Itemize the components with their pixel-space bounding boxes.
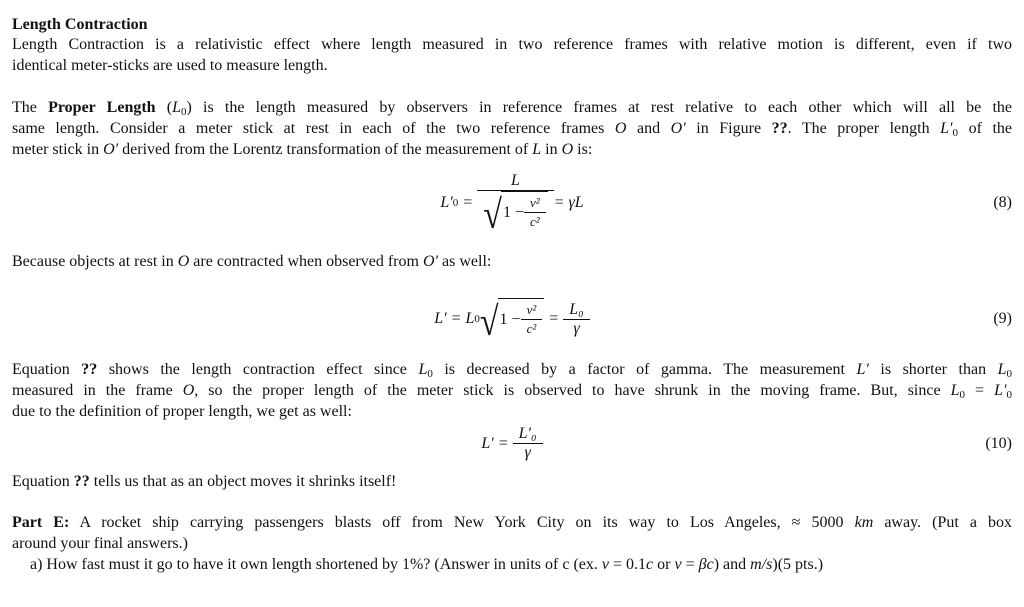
text-span: Length Contraction is a relativistic effect where length measured in two reference frames with relative motion is different, even if two: [12, 36, 1012, 53]
text-span: . The proper length: [787, 120, 941, 137]
math-text: 0: [1006, 368, 1013, 380]
math-text: O′: [103, 141, 119, 158]
math-text: L: [950, 382, 960, 399]
math-text: L: [997, 361, 1007, 378]
math-text: 0: [181, 106, 187, 118]
sqrt-symbol: √: [483, 193, 502, 238]
math-text: L: [532, 141, 542, 158]
text-span: ) and: [713, 556, 751, 573]
text-span: )(5 pts.): [772, 556, 824, 573]
bold-text: ??: [81, 361, 98, 378]
equation-8: [0, 172, 1024, 238]
math-text: v: [601, 556, 609, 573]
text-line: [12, 402, 1012, 422]
equation-number: (9): [993, 310, 1012, 327]
math-text: L′: [856, 361, 869, 378]
text-span: ) is the length measured by observers in reference frames at rest relative to each other which will all be the: [186, 99, 1013, 116]
text-line: [12, 534, 1012, 554]
eq8-c2: c²: [529, 214, 540, 229]
math-text: 0: [1006, 389, 1012, 401]
section-title: Length Contraction: [12, 16, 148, 33]
text-span: (: [155, 99, 173, 116]
text-span: and: [626, 120, 671, 137]
text-span: of the: [958, 120, 1013, 137]
eq9-v2: v²: [521, 301, 543, 320]
text-span: around your final answers.): [12, 535, 188, 552]
text-span: is:: [573, 141, 593, 158]
math-text: km: [854, 514, 874, 531]
eq8-one-minus: 1 −: [502, 203, 524, 221]
eq8-fraction: [480, 172, 550, 238]
bold-text: Proper Length: [48, 99, 156, 116]
sqrt-symbol: √: [479, 300, 499, 345]
eq9-sub: 0: [474, 313, 480, 325]
math-text: βc: [698, 556, 714, 573]
text-span: is shorter than: [868, 361, 998, 378]
eq8-denominator: [480, 191, 550, 238]
text-span: derived from the Lorentz transformation of the measurement of: [118, 141, 533, 158]
equation-number: (8): [993, 193, 1012, 211]
eq8-lhs: L′: [440, 193, 453, 211]
math-text: O: [614, 120, 627, 137]
text-span: The: [12, 99, 49, 116]
text-span: = 0.1: [609, 556, 647, 573]
equation-number: (10): [985, 434, 1012, 452]
equation-10: [0, 425, 1024, 462]
eq9-equals: =: [549, 310, 559, 327]
text-span: identical meter-sticks are used to measure length.: [12, 57, 328, 74]
eq8-equals: =: [463, 193, 473, 211]
text-span: away. (Put a box: [873, 514, 1013, 531]
text-line: [12, 56, 1012, 76]
text-span: in Figure: [685, 120, 772, 137]
eq10-lhs: L′ =: [481, 434, 509, 452]
math-text: O: [177, 253, 190, 270]
math-text: O′: [422, 253, 439, 270]
math-text: v: [674, 556, 682, 573]
text-line: [12, 140, 1012, 160]
math-text: O: [182, 382, 195, 399]
text-span: , so the proper length of the meter stick is observed to have shrunk in the moving frame. But, since: [194, 382, 951, 399]
text-span: shows the length contraction effect since: [97, 361, 419, 378]
bold-text: ??: [771, 120, 788, 137]
text-span: A rocket ship carrying passengers blasts off from New York City on its way to Los Angeles, ≈ 5000: [69, 514, 855, 531]
text-span: Equation: [12, 361, 82, 378]
bold-text: ??: [73, 473, 90, 490]
math-text: O: [561, 141, 574, 158]
text-span: in: [541, 141, 562, 158]
eq9-c2: c²: [526, 321, 537, 336]
equation-9: [0, 298, 1024, 345]
text-span: same length. Consider a meter stick at rest in each of the two reference frames: [12, 120, 615, 137]
math-text: L: [172, 99, 182, 116]
math-text: m/s: [750, 556, 773, 573]
math-text: c: [646, 556, 654, 573]
bold-text: Part E:: [12, 514, 70, 531]
text-span: a) How fast must it go to have it own length shortened by 1%? (Answer in units of c (ex.: [30, 556, 602, 573]
text-span: meter stick in: [12, 141, 104, 158]
text-line: [12, 252, 1012, 272]
text-span: are contracted when observed from: [189, 253, 423, 270]
text-span: measured in the frame: [12, 382, 183, 399]
text-line: [30, 555, 1012, 575]
eq8-v2: v²: [524, 194, 546, 213]
math-text: O′: [670, 120, 686, 137]
math-text: 0: [427, 368, 433, 380]
text-line: [12, 35, 1012, 55]
eq8-numerator: L: [477, 172, 553, 191]
eq8-rhs: = γL: [553, 193, 584, 211]
text-span: =: [965, 382, 995, 399]
math-text: L′: [940, 120, 953, 137]
eq9-denominator: γ: [573, 319, 580, 337]
text-span: as well:: [438, 253, 492, 270]
text-span: or: [653, 556, 675, 573]
math-text: 0: [952, 127, 959, 139]
eq9-one-minus: 1 −: [499, 310, 521, 328]
math-text: L: [418, 361, 428, 378]
text-span: is decreased by a factor of gamma. The measurement: [432, 361, 857, 378]
eq9-numerator: L₀: [563, 301, 589, 320]
math-text: 0: [959, 389, 966, 401]
math-text: L′: [994, 382, 1007, 399]
text-span: due to the definition of proper length, we get as well:: [12, 403, 352, 420]
text-span: tells us that as an object moves it shrinks itself!: [89, 473, 397, 490]
text-line: [12, 472, 1012, 492]
eq9-lhs: L′ = L: [434, 310, 475, 327]
text-span: =: [681, 556, 699, 573]
eq10-denominator: γ: [524, 444, 531, 461]
text-line: [12, 513, 1012, 533]
eq8-sub: 0: [452, 196, 459, 209]
text-span: Equation: [12, 473, 74, 490]
eq10-numerator: L′₀: [513, 425, 543, 444]
text-span: Because objects at rest in: [12, 253, 178, 270]
